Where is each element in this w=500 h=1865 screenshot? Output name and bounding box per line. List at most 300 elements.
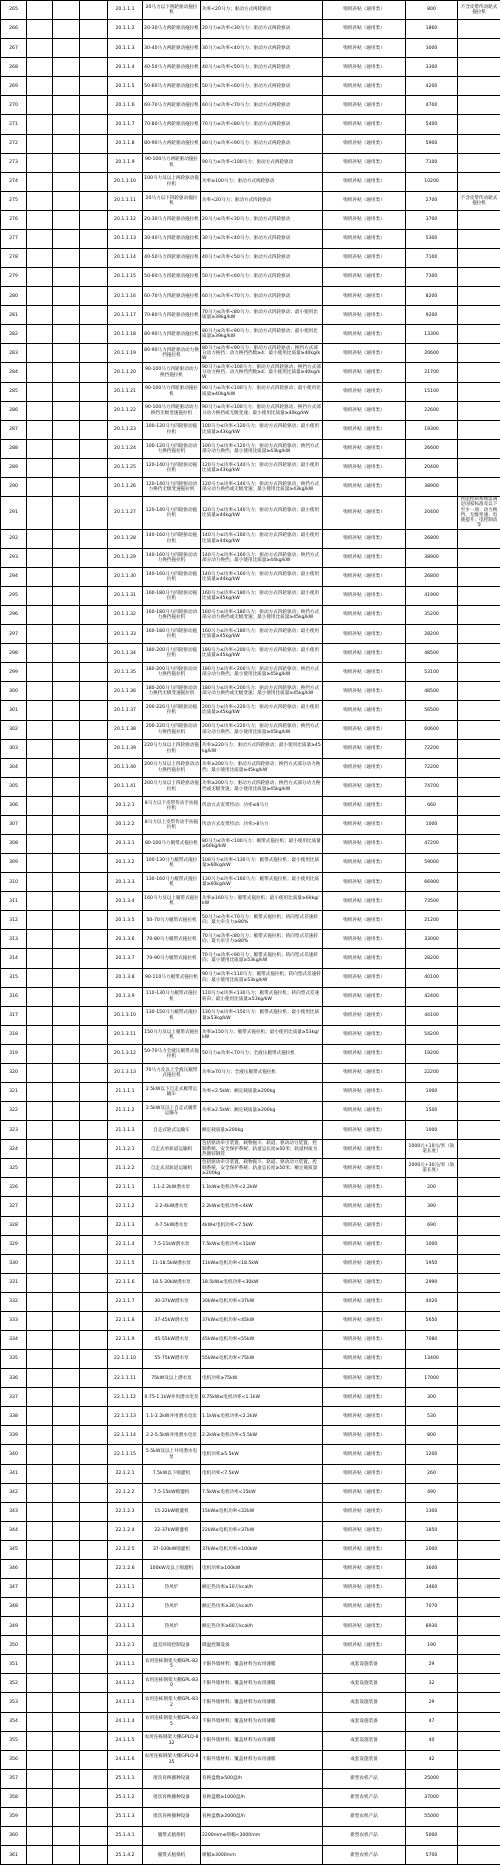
cell-cat3 <box>80 701 108 720</box>
cell-name: 50-70马力全液压履带式拖拉机 <box>143 1044 201 1063</box>
cell-note <box>458 1693 500 1712</box>
cell-cat2 <box>53 1407 80 1426</box>
cell-cat1 <box>27 1674 53 1693</box>
cell-price: 72200 <box>406 758 458 777</box>
table-row <box>1 96 500 115</box>
table-row <box>1 625 500 644</box>
cell-name: 4-7.5kW潜水泵 <box>143 1216 201 1235</box>
cell-grade: 购机补贴（通用类） <box>323 739 406 758</box>
cell-name: 农用连栋钢架大棚GPL-825 <box>143 1655 201 1674</box>
cell-name: 批次育秧播种设备 <box>143 1807 201 1826</box>
table-row <box>1 58 500 77</box>
cell-cat3 <box>80 382 108 401</box>
cell-price: 7100 <box>406 153 458 172</box>
cell-cat3 <box>80 1311 108 1330</box>
cell-note <box>458 172 500 191</box>
cell-cat1 <box>27 1102 53 1121</box>
cell-grade: 购机补贴（通用类） <box>323 1445 406 1464</box>
cell-cat2 <box>53 892 80 911</box>
cell-grade: 购机补贴（通用类） <box>323 401 406 420</box>
cell-cat1 <box>27 949 53 968</box>
cell-cat3 <box>80 815 108 834</box>
cell-cat3 <box>80 1693 108 1712</box>
cell-cat3 <box>80 892 108 911</box>
cell-note <box>458 739 500 758</box>
cell-name: 140-160马力四轮驱动拖拉机 <box>143 529 201 548</box>
table-row <box>1 1521 500 1540</box>
cell-cat3 <box>80 1044 108 1063</box>
cell-cat1 <box>27 96 53 115</box>
cell-cat2 <box>53 401 80 420</box>
cell-desc: 功率<20马力；驱动方式四轮驱动 <box>201 191 323 210</box>
cell-grade: 新型农机产品 <box>323 1846 406 1865</box>
cell-desc: 100马力≤功率<120马力；驱动方式四轮驱动；最小使用比质量≥43kg/kW <box>201 420 323 439</box>
cell-name: 90-100马力四轮驱动拖拉机 <box>143 382 201 401</box>
cell-grade: 购机补贴（通用类） <box>323 172 406 191</box>
cell-desc: 160马力≤功率<180马力；驱动方式四轮驱动；最小使用比质量≥45kg/kW <box>201 586 323 605</box>
cell-note <box>458 644 500 663</box>
cell-code: 23.1.1.1 <box>108 1579 143 1598</box>
cell-cat2 <box>53 1273 80 1292</box>
cell-no: 341 <box>1 1464 27 1483</box>
table-row <box>1 1273 500 1292</box>
cell-desc: 2200mm≤喷幅<3000mm <box>201 1827 323 1846</box>
cell-cat3 <box>80 873 108 892</box>
cell-code: 20.1.1.40 <box>108 758 143 777</box>
cell-name: 100-130马力履带式拖拉机 <box>143 854 201 873</box>
cell-price: 22200 <box>406 1063 458 1082</box>
cell-cat2 <box>53 567 80 586</box>
cell-grade: 购机补贴（通用类） <box>323 1559 406 1578</box>
cell-no: 351 <box>1 1655 27 1674</box>
cell-cat3 <box>80 325 108 344</box>
table-row <box>1 777 500 796</box>
cell-code: 22.1.1.10 <box>108 1350 143 1369</box>
cell-cat3 <box>80 96 108 115</box>
cell-name: 自走式双轨道运输机 <box>143 1159 201 1178</box>
cell-cat1 <box>27 1655 53 1674</box>
cell-cat3 <box>80 1483 108 1502</box>
cell-name: 2.2-4kW潜水泵 <box>143 1197 201 1216</box>
cell-name: 15-22kW喷灌机 <box>143 1502 201 1521</box>
cell-grade: 购机补贴（通用类） <box>323 1082 406 1101</box>
cell-no: 307 <box>1 815 27 834</box>
cell-cat3 <box>80 606 108 625</box>
cell-desc: 80马力≤功率<90马力；驱动方式两轮驱动 <box>201 134 323 153</box>
cell-cat3 <box>80 1121 108 1140</box>
cell-code: 20.1.1.12 <box>108 210 143 229</box>
cell-cat1 <box>27 911 53 930</box>
cell-desc: 40马力≤功率<50马力；驱动方式两轮驱动 <box>201 58 323 77</box>
cell-desc: 22kW≤电机功率<37kW <box>201 1521 323 1540</box>
cell-grade: 购机补贴（通用类） <box>323 682 406 701</box>
cell-grade: 购机补贴（通用类） <box>323 1121 406 1140</box>
cell-desc: 电机功率≥100kW <box>201 1559 323 1578</box>
cell-code: 20.1.1.20 <box>108 363 143 382</box>
table-row <box>1 1082 500 1101</box>
cell-desc: 不限外墙材料；覆盖材料为农用薄膜 <box>201 1655 323 1674</box>
cell-price: 1000元+10元/米（轨道长度） <box>406 1140 458 1159</box>
cell-cat2 <box>53 325 80 344</box>
cell-code: 20.1.1.4 <box>108 58 143 77</box>
cell-code: 20.1.1.25 <box>108 458 143 477</box>
table-row <box>1 1331 500 1350</box>
cell-code: 22.1.2.3 <box>108 1502 143 1521</box>
cell-price: 48500 <box>406 682 458 701</box>
cell-code: 25.1.1.3 <box>108 1807 143 1826</box>
cell-no: 317 <box>1 1006 27 1025</box>
table-row <box>1 401 500 420</box>
table-row <box>1 115 500 134</box>
cell-note <box>458 96 500 115</box>
cell-desc: 电机功率<7.5kW <box>201 1464 323 1483</box>
cell-desc: 喷幅≥3000mm <box>201 1846 323 1865</box>
cell-note <box>458 1750 500 1769</box>
cell-desc: 140马力≤功率<160马力；驱动方式四轮驱动；换挡方式部分动力换挡；最小使用比质量≥44kg/kW <box>201 548 323 567</box>
cell-note <box>458 287 500 306</box>
cell-grade: 购机补贴（通用类） <box>323 892 406 911</box>
cell-grade: 购机补贴（通用类） <box>323 344 406 363</box>
cell-code: 20.1.1.26 <box>108 477 143 496</box>
cell-no: 294 <box>1 567 27 586</box>
cell-price: 26600 <box>406 439 458 458</box>
cell-cat3 <box>80 1807 108 1826</box>
cell-desc: 额定热功率≥60万kcal/h <box>201 1617 323 1636</box>
cell-desc: 30马力≤功率<40马力；驱动方式两轮驱动 <box>201 39 323 58</box>
table-row <box>1 720 500 739</box>
cell-desc: 200马力≤功率<220马力；驱动方式四轮驱动；最小使用比质量≥45kg/kW <box>201 701 323 720</box>
cell-cat1 <box>27 854 53 873</box>
cell-name: 8马力以上皮带传动手扶拖拉机 <box>143 815 201 834</box>
cell-cat2 <box>53 968 80 987</box>
table-row <box>1 644 500 663</box>
cell-cat1 <box>27 1827 53 1846</box>
cell-cat2 <box>53 1331 80 1350</box>
cell-name: 70马力及以上全液压履带式拖拉机 <box>143 1063 201 1082</box>
cell-cat1 <box>27 1292 53 1311</box>
cell-no: 313 <box>1 930 27 949</box>
cell-grade: 成套设施装备 <box>323 1693 406 1712</box>
cell-cat2 <box>53 382 80 401</box>
cell-note <box>458 477 500 496</box>
cell-cat2 <box>53 1140 80 1159</box>
cell-code: 22.1.1.1 <box>108 1178 143 1197</box>
cell-no: 335 <box>1 1350 27 1369</box>
cell-cat2 <box>53 644 80 663</box>
cell-price: 42 <box>406 1750 458 1769</box>
cell-desc: 功率≥160马力；履带式拖拉机；最小使用比质量≥60kg/kW <box>201 892 323 911</box>
cell-cat2 <box>53 20 80 39</box>
cell-cat1 <box>27 287 53 306</box>
table-row <box>1 1063 500 1082</box>
cell-cat1 <box>27 892 53 911</box>
cell-desc: 180马力≤功率<200马力；驱动方式四轮驱动；最小使用比质量≥45kg/kW <box>201 644 323 663</box>
cell-cat3 <box>80 20 108 39</box>
cell-cat1 <box>27 720 53 739</box>
cell-code: 22.1.1.13 <box>108 1407 143 1426</box>
cell-desc: 45kW≤电机功率<55kW <box>201 1331 323 1350</box>
cell-note <box>458 1827 500 1846</box>
table-row <box>1 382 500 401</box>
cell-name: 22-37kW喷灌机 <box>143 1521 201 1540</box>
cell-cat2 <box>53 682 80 701</box>
cell-name: 100-120马力四轮驱动拖拉机 <box>143 420 201 439</box>
cell-cat3 <box>80 420 108 439</box>
cell-grade: 购机补贴（通用类） <box>323 548 406 567</box>
cell-price: 1850 <box>406 1521 458 1540</box>
cell-note <box>458 325 500 344</box>
cell-desc: 包括驱动牵引装置、载物拖斗、轨道、驱动动力装置、控制系统、安全保护系统；轨道总长度≥50米；轨道材质为热镀锌钢管 <box>201 1140 323 1159</box>
table-row <box>1 497 500 530</box>
cell-cat2 <box>53 1388 80 1407</box>
table-row <box>1 1407 500 1426</box>
cell-name: 90-100马力四轮驱动动力换挡无级变速拖拉机 <box>143 401 201 420</box>
cell-no: 284 <box>1 363 27 382</box>
cell-price: 20400 <box>406 497 458 530</box>
cell-cat2 <box>53 548 80 567</box>
cell-note <box>458 1006 500 1025</box>
cell-price: 1000 <box>406 1121 458 1140</box>
cell-desc: 功率≥200马力；驱动方式四轮驱动；换挡方式部分动力换挡或无级变速；最小使用比质量≥45kg/kW <box>201 777 323 796</box>
cell-cat2 <box>53 606 80 625</box>
cell-desc: 30马力≤功率<40马力；驱动方式四轮驱动 <box>201 229 323 248</box>
cell-name: 37-45kW潜水泵 <box>143 1311 201 1330</box>
cell-cat3 <box>80 477 108 496</box>
cell-note <box>458 1254 500 1273</box>
cell-desc: 育秧盘数≥1000盘/h <box>201 1788 323 1807</box>
cell-cat3 <box>80 1331 108 1350</box>
cell-name: 90-100马力四轮驱动动力换挡拖拉机 <box>143 363 201 382</box>
cell-grade: 购机补贴（通用类） <box>323 420 406 439</box>
cell-name: 批次育秧播种设备 <box>143 1788 201 1807</box>
cell-cat1 <box>27 663 53 682</box>
cell-desc: 140马力≤功率<160马力；驱动方式四轮驱动；最小使用比质量≥44kg/kW <box>201 567 323 586</box>
cell-no: 357 <box>1 1769 27 1788</box>
cell-price: 37000 <box>406 1788 458 1807</box>
cell-desc: 100马力≤功率<130马力；履带式拖拉机；最小使用比质量≥60kg/kW <box>201 854 323 873</box>
cell-name: 70-80马力四轮驱动拖拉机 <box>143 306 201 325</box>
cell-cat2 <box>53 1178 80 1197</box>
cell-price: 2000 <box>406 1540 458 1559</box>
table-row <box>1 39 500 58</box>
cell-no: 277 <box>1 229 27 248</box>
cell-cat2 <box>53 58 80 77</box>
cell-price: 300 <box>406 1388 458 1407</box>
cell-cat1 <box>27 1540 53 1559</box>
cell-no: 324 <box>1 1140 27 1159</box>
cell-price: 13300 <box>406 325 458 344</box>
cell-cat1 <box>27 1788 53 1807</box>
cell-desc: 90马力≤功率<100马力；驱动方式四轮驱动；换挡方式部分动力换挡；动力换挡挡数≥4；最小使用比质量≥40kg/kW <box>201 363 323 382</box>
cell-note <box>458 777 500 796</box>
cell-grade: 购机补贴（通用类） <box>323 720 406 739</box>
cell-cat3 <box>80 1102 108 1121</box>
cell-code: 21.1.1.2 <box>108 1102 143 1121</box>
cell-code: 20.1.1.38 <box>108 720 143 739</box>
cell-cat1 <box>27 1617 53 1636</box>
cell-price: 47 <box>406 1712 458 1731</box>
cell-price: 1950 <box>406 1254 458 1273</box>
cell-price: 15100 <box>406 382 458 401</box>
cell-price: 26800 <box>406 567 458 586</box>
cell-no: 316 <box>1 987 27 1006</box>
cell-grade: 购机补贴（通用类） <box>323 229 406 248</box>
cell-name: 批次育秧播种设备 <box>143 1769 201 1788</box>
cell-code: 23.1.1.2 <box>108 1598 143 1617</box>
cell-price: 17000 <box>406 1369 458 1388</box>
cell-grade: 购机补贴（通用类） <box>323 567 406 586</box>
cell-cat1 <box>27 586 53 605</box>
cell-code: 20.1.2.2 <box>108 815 143 834</box>
cell-note <box>458 854 500 873</box>
cell-grade: 购机补贴（通用类） <box>323 115 406 134</box>
table-row <box>1 911 500 930</box>
cell-cat2 <box>53 1540 80 1559</box>
cell-grade: 购机补贴（通用类） <box>323 1254 406 1273</box>
cell-name: 50-60马力两轮驱动拖拉机 <box>143 77 201 96</box>
cell-no: 343 <box>1 1502 27 1521</box>
cell-name: 自走式单轨道运输机 <box>143 1140 201 1159</box>
cell-name: 温室环境控制设备 <box>143 1636 201 1655</box>
cell-cat2 <box>53 1006 80 1025</box>
cell-desc: 180马力≤功率<200马力；驱动方式四轮驱动；换挡方式部分动力换挡；最小使用比质量≥45kg/kW <box>201 663 323 682</box>
cell-desc: 180马力≤功率<200马力；驱动方式四轮驱动；换挡方式部分动力换挡或无级变速；最小使用比质量≥45kg/kW <box>201 682 323 701</box>
cell-price: 60600 <box>406 720 458 739</box>
cell-cat3 <box>80 401 108 420</box>
cell-cat2 <box>53 420 80 439</box>
cell-note <box>458 1273 500 1292</box>
cell-desc: 60马力≤功率<70马力；驱动方式四轮驱动 <box>201 287 323 306</box>
cell-code: 20.1.1.39 <box>108 739 143 758</box>
cell-name: 50-60马力四轮驱动拖拉机 <box>143 268 201 287</box>
cell-grade: 购机补贴（通用类） <box>323 1350 406 1369</box>
cell-no: 272 <box>1 134 27 153</box>
cell-code: 20.1.1.11 <box>108 191 143 210</box>
cell-no: 305 <box>1 777 27 796</box>
cell-no: 265 <box>1 1 27 20</box>
cell-cat3 <box>80 306 108 325</box>
cell-desc: 育秧盘数≥500盘/h <box>201 1769 323 1788</box>
cell-cat3 <box>80 249 108 268</box>
cell-code: 20.1.3.10 <box>108 1006 143 1025</box>
cell-cat2 <box>53 268 80 287</box>
cell-cat3 <box>80 1082 108 1101</box>
cell-note <box>458 39 500 58</box>
cell-note <box>458 1445 500 1464</box>
cell-no: 353 <box>1 1693 27 1712</box>
cell-price: 41900 <box>406 586 458 605</box>
cell-cat1 <box>27 210 53 229</box>
table-row <box>1 1216 500 1235</box>
cell-price: 19200 <box>406 1044 458 1063</box>
cell-code: 22.1.1.12 <box>108 1388 143 1407</box>
cell-no: 330 <box>1 1254 27 1273</box>
table-row <box>1 1598 500 1617</box>
cell-desc: 功率<20马力；驱动方式两轮驱动 <box>201 1 323 20</box>
cell-no: 332 <box>1 1292 27 1311</box>
table-row <box>1 1846 500 1865</box>
cell-note <box>458 949 500 968</box>
cell-cat3 <box>80 1769 108 1788</box>
cell-name: 18.5-30kW潜水泵 <box>143 1273 201 1292</box>
cell-code: 20.1.1.15 <box>108 268 143 287</box>
cell-cat1 <box>27 930 53 949</box>
cell-price: 3460 <box>406 1579 458 1598</box>
cell-cat3 <box>80 1731 108 1750</box>
cell-note <box>458 1235 500 1254</box>
cell-cat2 <box>53 1159 80 1178</box>
cell-no: 320 <box>1 1063 27 1082</box>
cell-name: 70-90马力履带式拖拉机 <box>143 949 201 968</box>
cell-cat3 <box>80 1140 108 1159</box>
cell-price: 25000 <box>406 1769 458 1788</box>
cell-no: 325 <box>1 1159 27 1178</box>
cell-cat1 <box>27 529 53 548</box>
cell-cat3 <box>80 625 108 644</box>
cell-desc: 不限外墙材料；覆盖材料为农用薄膜 <box>201 1712 323 1731</box>
cell-cat3 <box>80 834 108 853</box>
cell-no: 282 <box>1 325 27 344</box>
cell-name: 热风炉 <box>143 1617 201 1636</box>
cell-grade: 购机补贴（通用类） <box>323 1331 406 1350</box>
cell-note: 不含皮带传动轮式拖拉机 <box>458 191 500 210</box>
table-row <box>1 1540 500 1559</box>
cell-price: 56500 <box>406 701 458 720</box>
cell-price: 54200 <box>406 1025 458 1044</box>
cell-cat2 <box>53 1693 80 1712</box>
cell-grade: 购机补贴（通用类） <box>323 815 406 834</box>
cell-name: 180-200马力四轮驱动动力换挡拖拉机 <box>143 663 201 682</box>
cell-name: 80-90马力两轮驱动拖拉机 <box>143 134 201 153</box>
cell-cat3 <box>80 663 108 682</box>
cell-note <box>458 58 500 77</box>
table-row <box>1 420 500 439</box>
cell-cat3 <box>80 1750 108 1769</box>
cell-name: 70-80马力两轮驱动拖拉机 <box>143 115 201 134</box>
cell-price: 22600 <box>406 401 458 420</box>
cell-cat2 <box>53 1579 80 1598</box>
cell-cat2 <box>53 1502 80 1521</box>
cell-desc: 50马力≤功率<70马力；履带式拖拉机；转向型式差速转向；最大牵引力≥80% <box>201 911 323 930</box>
cell-grade: 购机补贴（通用类） <box>323 287 406 306</box>
cell-price: 5300 <box>406 229 458 248</box>
cell-code: 21.1.2.1 <box>108 1140 143 1159</box>
cell-name: 120-140马力四轮驱动拖拉机 <box>143 497 201 530</box>
cell-grade: 购机补贴（通用类） <box>323 949 406 968</box>
cell-desc: 1.1kW≤电机功率<2.2kW <box>201 1178 323 1197</box>
cell-cat3 <box>80 172 108 191</box>
cell-desc: 额定热功率≥10万kcal/h <box>201 1579 323 1598</box>
cell-note <box>458 1159 500 1178</box>
table-row <box>1 682 500 701</box>
cell-cat3 <box>80 1273 108 1292</box>
cell-no: 327 <box>1 1197 27 1216</box>
cell-code: 20.1.1.28 <box>108 529 143 548</box>
cell-no: 287 <box>1 420 27 439</box>
cell-code: 22.1.1.8 <box>108 1311 143 1330</box>
cell-no: 291 <box>1 497 27 530</box>
cell-name: 40-50马力四轮驱动拖拉机 <box>143 249 201 268</box>
cell-no: 278 <box>1 249 27 268</box>
cell-grade: 购机补贴（通用类） <box>323 96 406 115</box>
cell-code: 24.1.1.6 <box>108 1750 143 1769</box>
cell-cat3 <box>80 153 108 172</box>
cell-name: 7.5kW以下喷灌机 <box>143 1464 201 1483</box>
cell-code: 20.1.1.33 <box>108 625 143 644</box>
cell-name: 农用连栋钢架大棚GPLQ-832 <box>143 1731 201 1750</box>
cell-cat1 <box>27 815 53 834</box>
cell-no: 274 <box>1 172 27 191</box>
